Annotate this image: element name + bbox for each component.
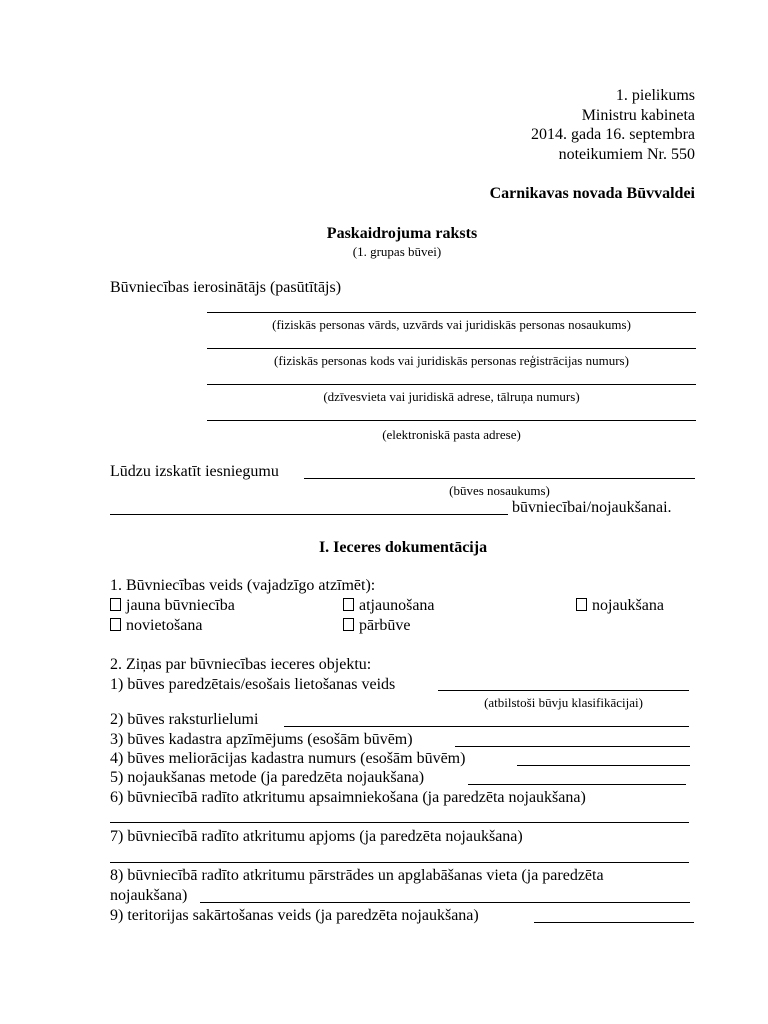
q2-item-2: 2) būves raksturlielumi xyxy=(110,711,259,728)
option-label: novietošana xyxy=(126,617,203,634)
q2-item-7: 7) būvniecībā radīto atkritumu apjoms (ja paredzēta nojaukšana) xyxy=(110,828,523,845)
initiator-code-field[interactable] xyxy=(207,348,696,349)
option-renovation[interactable] xyxy=(343,596,435,616)
initiator-address-field[interactable] xyxy=(207,384,696,385)
section-1-heading: I. Ieceres dokumentācija xyxy=(318,539,488,556)
initiator-name-caption: (fiziskās personas vārds, uzvārds vai juridiskās personas nosaukums) xyxy=(272,317,631,332)
annex-line-1: 1. pielikums xyxy=(615,87,695,104)
q2-item-5: 5) nojaukšanas metode (ja paredzēta nojaukšana) xyxy=(110,769,425,786)
option-placement[interactable] xyxy=(110,616,202,636)
checkbox-icon[interactable] xyxy=(576,598,587,611)
building-name-field[interactable] xyxy=(304,478,695,479)
q2-item-3: 3) būves kadastra apzīmējums (esošām būvēm) xyxy=(110,731,413,748)
initiator-email-caption: (elektroniskā pasta adrese) xyxy=(382,427,521,442)
document-subtitle: (1. grupas būvei) xyxy=(352,244,442,259)
option-label: nojaukšana xyxy=(592,597,664,614)
checkbox-icon[interactable] xyxy=(343,618,354,631)
initiator-code-caption: (fiziskās personas kods vai juridiskās personas reģistrācijas numurs) xyxy=(274,353,629,368)
checkbox-icon[interactable] xyxy=(110,598,121,611)
initiator-name-field[interactable] xyxy=(207,312,696,313)
initiator-address-caption: (dzīvesvieta vai juridiskā adrese, tālruņa numurs) xyxy=(323,389,580,404)
request-label: Lūdzu izskatīt iesniegumu xyxy=(110,463,279,480)
q2-item-8-cont: nojaukšana) xyxy=(110,887,188,904)
document-title: Paskaidrojuma raksts xyxy=(326,225,478,242)
option-label: pārbūve xyxy=(359,617,411,634)
building-name-caption: (būves nosaukums) xyxy=(449,483,550,498)
option-new-construction[interactable] xyxy=(110,596,235,616)
checkbox-icon[interactable] xyxy=(110,618,121,631)
initiator-email-field[interactable] xyxy=(207,420,696,421)
request-suffix: būvniecībai/nojaukšanai. xyxy=(512,499,672,516)
q2-item-1: 1) būves paredzētais/esošais lietošanas veids xyxy=(110,676,396,693)
checkbox-icon[interactable] xyxy=(343,598,354,611)
characteristics-field[interactable] xyxy=(284,726,689,727)
melioration-field[interactable] xyxy=(517,765,690,766)
q1-label: 1. Būvniecības veids (vajadzīgo atzīmēt): xyxy=(110,577,376,594)
option-rebuilding[interactable] xyxy=(343,616,411,636)
option-label: atjaunošana xyxy=(359,597,435,614)
option-label: jauna būvniecība xyxy=(126,597,235,614)
q2-item-4: 4) būves meliorācijas kadastra numurs (esošām būvēm) xyxy=(110,750,466,767)
building-name-field-cont[interactable] xyxy=(110,514,508,515)
usage-type-field[interactable] xyxy=(438,690,689,691)
q2-item-9: 9) teritorijas sakārtošanas veids (ja paredzēta nojaukšana) xyxy=(110,907,479,924)
site-tidying-field[interactable] xyxy=(534,922,694,923)
q2-item-8: 8) būvniecībā radīto atkritumu pārstrādes un apglabāšanas vieta (ja paredzēta xyxy=(110,867,604,884)
waste-site-field[interactable] xyxy=(200,902,690,903)
cadastre-field[interactable] xyxy=(455,746,690,747)
annex-line-4: noteikumiem Nr. 550 xyxy=(558,146,695,163)
annex-line-2: Ministru kabineta xyxy=(581,107,695,124)
waste-management-field[interactable] xyxy=(110,822,689,823)
q2-label: 2. Ziņas par būvniecības ieceres objektu: xyxy=(110,656,372,673)
usage-type-caption: (atbilstoši būvju klasifikācijai) xyxy=(484,695,643,710)
waste-amount-field[interactable] xyxy=(110,862,689,863)
q2-item-6: 6) būvniecībā radīto atkritumu apsaimniekošana (ja paredzēta nojaukšana) xyxy=(110,789,586,806)
option-demolition[interactable] xyxy=(576,596,664,616)
annex-line-3: 2014. gada 16. septembra xyxy=(531,126,695,143)
initiator-label: Būvniecības ierosinātājs (pasūtītājs) xyxy=(110,279,342,296)
demolition-method-field[interactable] xyxy=(468,784,686,785)
recipient-heading: Carnikavas novada Būvvaldei xyxy=(489,185,695,202)
